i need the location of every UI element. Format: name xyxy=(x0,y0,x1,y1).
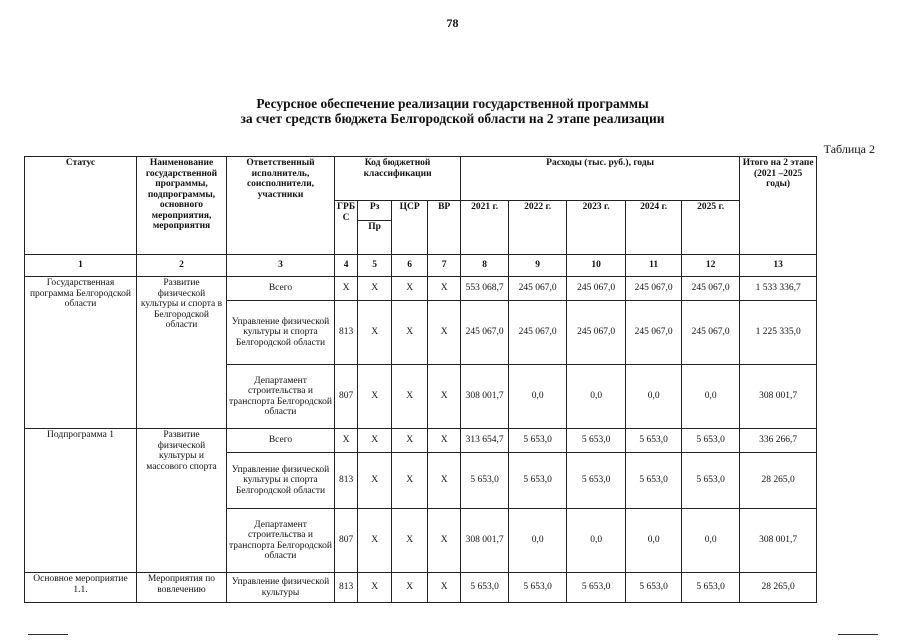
y2024-cell: 5 653,0 xyxy=(626,573,682,603)
column-number: 4 xyxy=(335,255,358,277)
column-number: 13 xyxy=(740,255,817,277)
total-cell: 28 265,0 xyxy=(740,453,817,509)
y2023-cell: 5 653,0 xyxy=(567,429,626,453)
vr-cell: Х xyxy=(428,453,461,509)
grbs-cell: 813 xyxy=(335,301,358,365)
y2022-cell: 5 653,0 xyxy=(509,429,567,453)
header-total: Итого на 2 этапе (2021 –2025 годы) xyxy=(740,157,817,255)
y2024-cell: 245 067,0 xyxy=(626,301,682,365)
table-header xyxy=(25,157,817,277)
executor-cell: Управление физической культуры и спорта Белгородской области xyxy=(227,453,335,509)
rz-cell: Х xyxy=(358,573,392,603)
header-2021: 2021 г. xyxy=(461,201,509,255)
header-name: Наименование государственной программы, подпрограммы, основного мероприятия, мероприятия xyxy=(137,157,227,255)
page-number: 78 xyxy=(446,16,459,30)
y2023-cell: 0,0 xyxy=(567,509,626,573)
y2025-cell: 245 067,0 xyxy=(682,301,740,365)
column-number: 8 xyxy=(461,255,509,277)
total-cell: 1 225 335,0 xyxy=(740,301,817,365)
column-number: 3 xyxy=(227,255,335,277)
grbs-cell: 807 xyxy=(335,365,358,429)
y2021-cell: 553 068,7 xyxy=(461,277,509,301)
vr-cell: Х xyxy=(428,301,461,365)
status-cell: Основное мероприятие 1.1. xyxy=(25,573,137,603)
header-pr: Пр xyxy=(358,221,392,255)
header-status: Статус xyxy=(25,157,137,255)
document-title xyxy=(0,96,905,126)
executor-cell: Департамент строительства и транспорта Белгородской области xyxy=(227,509,335,573)
column-number: 7 xyxy=(428,255,461,277)
y2024-cell: 0,0 xyxy=(626,365,682,429)
y2021-cell: 245 067,0 xyxy=(461,301,509,365)
y2023-cell: 0,0 xyxy=(567,365,626,429)
csr-cell: Х xyxy=(392,573,428,603)
vr-cell: Х xyxy=(428,509,461,573)
y2022-cell: 5 653,0 xyxy=(509,453,567,509)
title-line-2: за счет средств бюджета Белгородской области на 2 этапе реализации xyxy=(240,111,665,126)
column-number: 2 xyxy=(137,255,227,277)
header-2022: 2022 г. xyxy=(509,201,567,255)
rz-cell: Х xyxy=(358,509,392,573)
y2023-cell: 5 653,0 xyxy=(567,573,626,603)
executor-cell: Всего xyxy=(227,277,335,301)
header-executor: Ответственный исполнитель, соисполнители, участники xyxy=(227,157,335,255)
y2025-cell: 5 653,0 xyxy=(682,573,740,603)
csr-cell: Х xyxy=(392,429,428,453)
total-cell: 308 001,7 xyxy=(740,365,817,429)
y2025-cell: 5 653,0 xyxy=(682,429,740,453)
grbs-cell: Х xyxy=(335,429,358,453)
rz-cell: Х xyxy=(358,453,392,509)
header-budget-code: Код бюджетной классификации xyxy=(335,157,461,201)
y2024-cell: 5 653,0 xyxy=(626,429,682,453)
vr-cell: Х xyxy=(428,573,461,603)
header-expenses: Расходы (тыс. руб.), годы xyxy=(461,157,740,201)
y2021-cell: 5 653,0 xyxy=(461,453,509,509)
table-body xyxy=(25,277,817,603)
status-cell: Подпрограмма 1 xyxy=(25,429,137,573)
table-row xyxy=(25,429,817,453)
column-number: 6 xyxy=(392,255,428,277)
table-row xyxy=(25,277,817,301)
column-number: 10 xyxy=(567,255,626,277)
table-row xyxy=(25,573,817,603)
rz-cell: Х xyxy=(358,301,392,365)
rz-cell: Х xyxy=(358,277,392,301)
header-vr: ВР xyxy=(428,201,461,255)
header-rz: Рз xyxy=(358,201,392,221)
y2023-cell: 245 067,0 xyxy=(567,301,626,365)
y2022-cell: 0,0 xyxy=(509,365,567,429)
column-number: 9 xyxy=(509,255,567,277)
y2025-cell: 5 653,0 xyxy=(682,453,740,509)
executor-cell: Управление физической культуры и спорта Белгородской области xyxy=(227,301,335,365)
y2023-cell: 245 067,0 xyxy=(567,277,626,301)
page-edge-mark xyxy=(838,634,878,635)
y2021-cell: 308 001,7 xyxy=(461,365,509,429)
y2022-cell: 245 067,0 xyxy=(509,301,567,365)
header-2025: 2025 г. xyxy=(682,201,740,255)
y2024-cell: 5 653,0 xyxy=(626,453,682,509)
executor-cell: Всего xyxy=(227,429,335,453)
grbs-cell: 813 xyxy=(335,573,358,603)
program-name-cell: Мероприятия по вовлечению xyxy=(137,573,227,603)
csr-cell: Х xyxy=(392,277,428,301)
title-line-1: Ресурсное обеспечение реализации государственной программы xyxy=(256,96,649,111)
grbs-cell: 813 xyxy=(335,453,358,509)
total-cell: 336 266,7 xyxy=(740,429,817,453)
resource-table xyxy=(24,156,817,603)
header-2023: 2023 г. xyxy=(567,201,626,255)
page-edge-mark xyxy=(28,634,68,635)
csr-cell: Х xyxy=(392,453,428,509)
program-name-cell: Развитие физической культуры и массового спорта xyxy=(137,429,227,573)
y2022-cell: 5 653,0 xyxy=(509,573,567,603)
rz-cell: Х xyxy=(358,429,392,453)
column-number-row xyxy=(25,255,817,277)
grbs-cell: 807 xyxy=(335,509,358,573)
status-cell: Государственная программа Белгородской области xyxy=(25,277,137,429)
y2024-cell: 245 067,0 xyxy=(626,277,682,301)
total-cell: 1 533 336,7 xyxy=(740,277,817,301)
program-name-cell: Развитие физической культуры и спорта в Белгородской области xyxy=(137,277,227,429)
header-csr: ЦСР xyxy=(392,201,428,255)
column-number: 1 xyxy=(25,255,137,277)
csr-cell: Х xyxy=(392,365,428,429)
vr-cell: Х xyxy=(428,277,461,301)
header-2024: 2024 г. xyxy=(626,201,682,255)
executor-cell: Департамент строительства и транспорта Белгородской области xyxy=(227,365,335,429)
vr-cell: Х xyxy=(428,429,461,453)
header-grbs: ГРБ С xyxy=(335,201,358,255)
grbs-cell: Х xyxy=(335,277,358,301)
y2024-cell: 0,0 xyxy=(626,509,682,573)
y2021-cell: 313 654,7 xyxy=(461,429,509,453)
y2025-cell: 245 067,0 xyxy=(682,277,740,301)
rz-cell: Х xyxy=(358,365,392,429)
y2022-cell: 0,0 xyxy=(509,509,567,573)
total-cell: 28 265,0 xyxy=(740,573,817,603)
column-number: 12 xyxy=(682,255,740,277)
csr-cell: Х xyxy=(392,509,428,573)
executor-cell: Управление физической культуры xyxy=(227,573,335,603)
column-number: 5 xyxy=(358,255,392,277)
y2022-cell: 245 067,0 xyxy=(509,277,567,301)
column-number: 11 xyxy=(626,255,682,277)
y2021-cell: 5 653,0 xyxy=(461,573,509,603)
vr-cell: Х xyxy=(428,365,461,429)
y2021-cell: 308 001,7 xyxy=(461,509,509,573)
y2025-cell: 0,0 xyxy=(682,365,740,429)
y2023-cell: 5 653,0 xyxy=(567,453,626,509)
total-cell: 308 001,7 xyxy=(740,509,817,573)
table-label: Таблица 2 xyxy=(823,142,875,156)
y2025-cell: 0,0 xyxy=(682,509,740,573)
csr-cell: Х xyxy=(392,301,428,365)
